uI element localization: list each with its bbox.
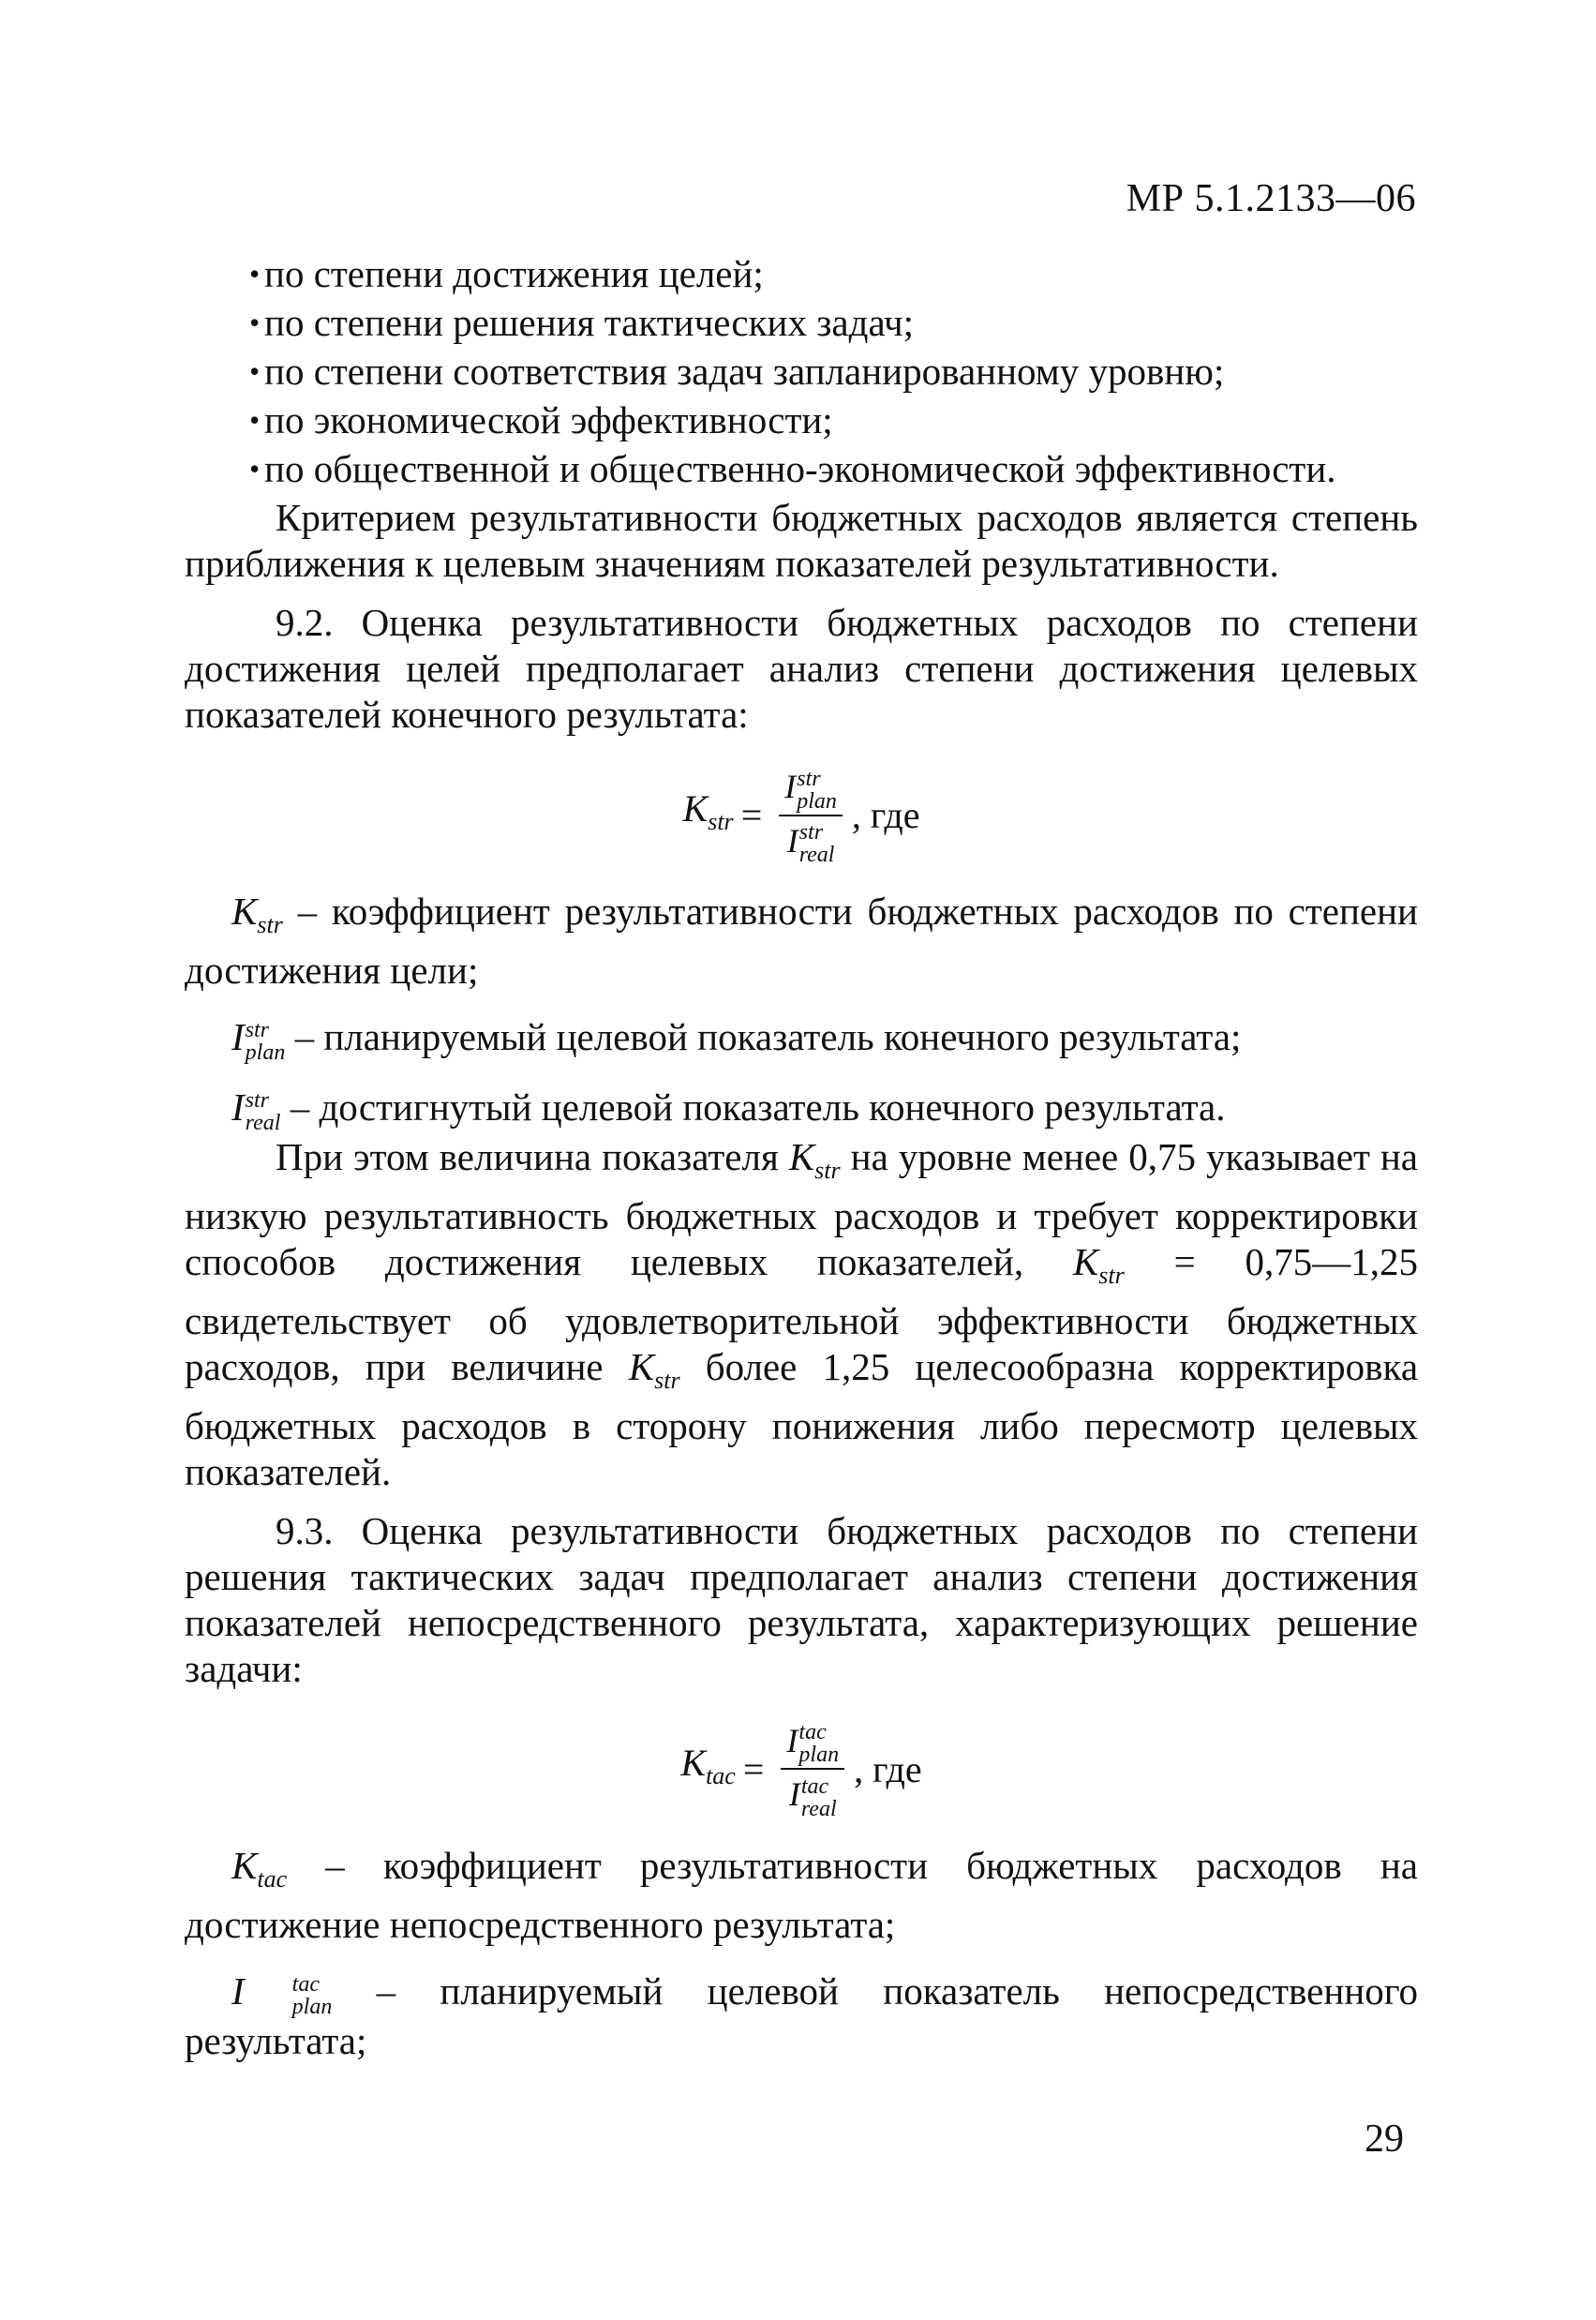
bullet-icon: • — [249, 452, 261, 486]
bullet-icon: • — [249, 257, 261, 291]
definition-k-tac: $K_{tac}$ – коэффициент результативности бюджетных расходов на достижение непосредственного результата; — [185, 1844, 1418, 1947]
definition-k-str: $K_{str}$ – коэффициент результативности бюджетных расходов по степени достижения цели; — [185, 890, 1419, 993]
formula-fraction — [779, 764, 843, 866]
definition-i-plan-tac: I tac plan – планируемый целевой показатель непосредственного результата; — [185, 1969, 1419, 2062]
section-9-2-paragraph: 9.2. Оценка результативности бюджетных расходов по степени достижения целей предполагает анализ степени достижения целевых показателей конечного результата: — [185, 601, 1418, 736]
fraction-bar — [779, 815, 843, 816]
definition-i-plan-str: I str plan – планируемый целевой показатель конечного результата; — [231, 1015, 1242, 1066]
formula-k-str: $K_{str}$ = I str plan I str real , где — [185, 764, 1418, 866]
formula-numerator: I str plan — [784, 766, 837, 814]
formula-k-tac: $K_{tac}$ = I tac plan I tac real , где — [185, 1718, 1418, 1820]
list-item: • по степени решения тактических задач; — [249, 301, 915, 344]
fraction-bar — [781, 1768, 844, 1770]
bullet-icon: • — [249, 354, 261, 388]
kstr-interpretation-paragraph: При этом величина показателя $K_{str}$ на уровне менее 0,75 указывает на низкую результативность бюджетных расходов и требует корректировки способов достижения целевых показателей, $K_{str}$ = 0,75—1,25 свидетельствует об удовлетворительной эффективности бюджетных расходов, при величине $K_{str}$ более 1,25 целесообразна корректировка бюджетных расходов в сторону понижения либо пересмотр целевых показателей. — [185, 1134, 1419, 1493]
formula-numerator: I tac plan — [786, 1720, 840, 1768]
page-number: 29 — [1365, 2118, 1404, 2161]
page-body — [185, 251, 1418, 2064]
evaluation-criteria-list — [185, 251, 1418, 492]
bullet-icon: • — [249, 403, 261, 437]
formula-suffix: , где — [854, 1747, 922, 1790]
formula-k-symbol: $K_{tac}$ — [680, 1741, 736, 1789]
formula-k-symbol: $K_{str}$ — [682, 787, 734, 836]
bullet-icon: • — [249, 306, 261, 339]
document-code: МР 5.1.2133—06 — [1126, 177, 1416, 220]
criterion-paragraph: Критерием результативности бюджетных расходов является степень приближения к целевым значениям показателей результативности. — [185, 496, 1418, 585]
list-item: • по степени соответствия задач запланированному уровню; — [249, 350, 1225, 393]
list-item: • по экономической эффективности; — [249, 398, 833, 442]
formula-fraction — [781, 1718, 844, 1820]
formula-suffix: , где — [851, 794, 920, 837]
definition-i-real-str: I str real – достигнутый целевой показатель конечного результата. — [231, 1085, 1226, 1135]
list-item: • по общественной и общественно-экономической эффективности. — [249, 447, 1336, 490]
list-item: • по степени достижения целей; — [249, 252, 764, 295]
formula-denominator: I tac real — [788, 1774, 837, 1822]
section-9-3-paragraph: 9.3. Оценка результативности бюджетных расходов по степени решения тактических задач предполагает анализ степени достижения показателей непосредственного результата, характеризующих решение задачи: — [185, 1508, 1418, 1690]
formula-denominator: I str real — [786, 820, 835, 868]
